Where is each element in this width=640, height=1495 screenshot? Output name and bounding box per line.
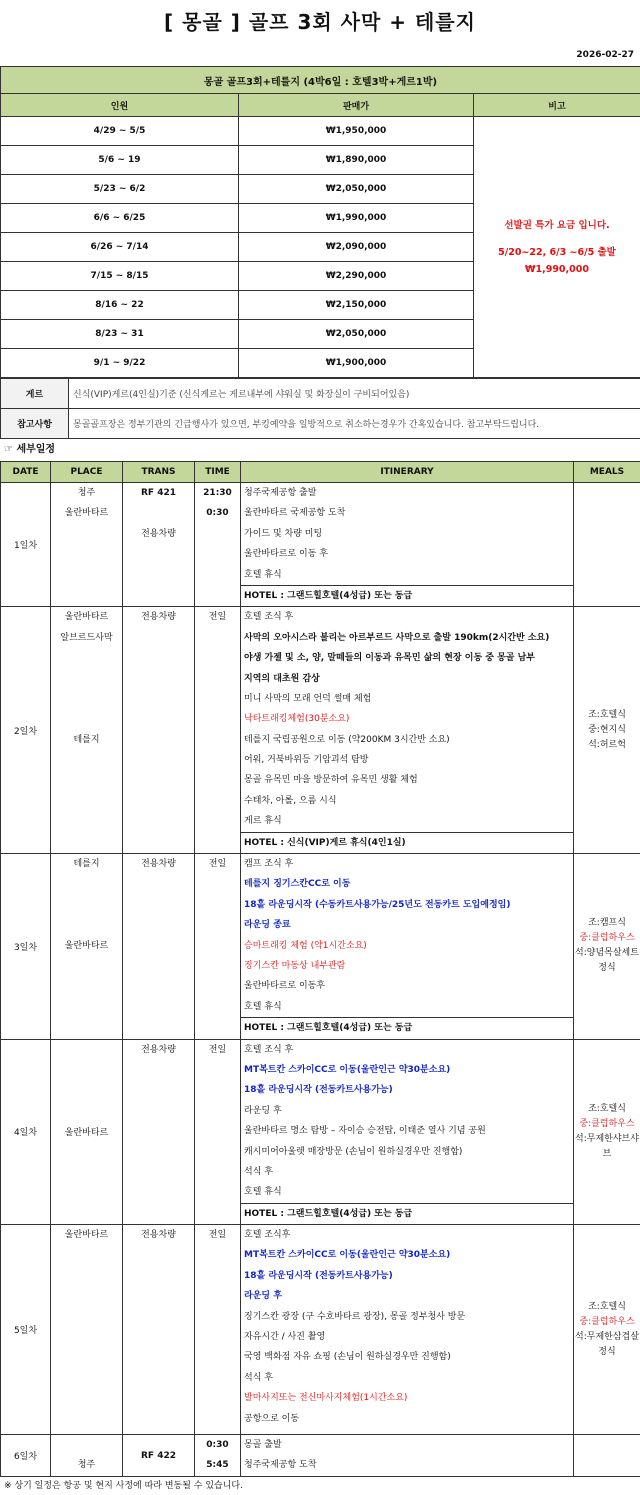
price-period: 5/6 ~ 19	[1, 146, 239, 175]
time-line: 전일	[195, 1040, 240, 1060]
time-line: 전일	[195, 607, 240, 627]
price-value: ₩1,890,000	[239, 146, 474, 175]
itinerary-line: MT복트칸 스카이CC로 이동(울란인근 약30분소요)	[241, 1245, 573, 1265]
price-value: ₩1,950,000	[239, 117, 474, 146]
day-meals	[574, 854, 640, 1040]
place-line: 청주	[51, 483, 122, 503]
itinerary-line: 몽골 출발	[241, 1435, 573, 1455]
itinerary-line: 호텔 휴식	[241, 1182, 573, 1202]
col-trans: TRANS	[123, 462, 195, 483]
trans-line: 전용차량	[123, 1225, 194, 1245]
trans-line: 전용차량	[123, 854, 194, 874]
remark-line: ₩1,990,000	[474, 261, 640, 278]
day-row	[1, 1039, 640, 1225]
price-period: 9/1 ~ 9/22	[1, 349, 239, 378]
itinerary-line: 18홀 라운딩시작 (수동카트사용가능/25년도 전동카트 도입예정임)	[241, 895, 573, 915]
itinerary-line: 테를지 국립공원으로 이동 (약200KM 3시간반 소요)	[241, 730, 573, 750]
time-line: 21:30	[195, 483, 240, 503]
time-line: 0:30	[195, 1435, 240, 1455]
price-header-people: 인원	[1, 94, 239, 117]
price-period: 8/16 ~ 22	[1, 291, 239, 320]
itinerary-line: 국영 백화점 자유 쇼핑 (손님이 원하실경우만 진행함)	[241, 1347, 573, 1367]
day-label: 6일차	[1, 1435, 51, 1477]
price-period: 8/23 ~ 31	[1, 320, 239, 349]
trans-line: 전용차량	[123, 524, 194, 544]
price-header-price: 판매가	[239, 94, 474, 117]
itinerary-line: 호텔 휴식	[241, 997, 573, 1017]
price-period: 4/29 ~ 5/5	[1, 117, 239, 146]
itinerary-line: 공항으로 이동	[241, 1409, 573, 1429]
day-trans	[123, 607, 195, 854]
itinerary-line: 울란바타르로 이동 후	[241, 544, 573, 564]
place-line: 울란바타르	[51, 503, 122, 523]
meal-line: 중:클럽하우스	[574, 1315, 640, 1330]
itinerary-line: MT복트칸 스카이CC로 이동(울란인근 약30분소요)	[241, 1060, 573, 1080]
meal-line: 조:호텔식	[574, 708, 640, 723]
itinerary-line: 라운딩 후	[241, 1101, 573, 1121]
day-trans	[123, 1225, 195, 1435]
meal-line: 석:무제한샤브샤브	[574, 1132, 640, 1162]
info-label: 참고사항	[1, 409, 69, 439]
day-label: 3일차	[1, 854, 51, 1040]
day-meals	[574, 1435, 640, 1477]
itinerary-table	[0, 461, 640, 1477]
day-place	[51, 854, 123, 1040]
document-date: 2026-02-27	[0, 44, 640, 66]
info-table	[0, 378, 640, 439]
price-period: 5/23 ~ 6/2	[1, 175, 239, 204]
itinerary-line: 발마사지또는 전신마사지체험(1시간소요)	[241, 1388, 573, 1408]
day-itinerary	[241, 607, 574, 854]
itinerary-line: 징기스칸 마동상 내부관람	[241, 956, 573, 976]
place-line: 테를지	[51, 854, 122, 874]
remark-line: 5/20~22, 6/3 ~6/5 출발	[474, 244, 640, 261]
day-meals	[574, 1039, 640, 1225]
day-time	[195, 1225, 241, 1435]
trans-line: 전용차량	[123, 607, 194, 627]
footer-note: ※ 상기 일정은 항공 및 현지 사정에 따라 변동될 수 있습니다.	[0, 1477, 640, 1495]
day-itinerary	[241, 1039, 574, 1225]
price-value: ₩1,900,000	[239, 349, 474, 378]
itinerary-line: 야생 가젤 및 소, 양, 말떼들의 이동과 유목민 삶의 현장 이동 중 몽골 남부	[241, 648, 573, 668]
col-date: DATE	[1, 462, 51, 483]
day-label: 2일차	[1, 607, 51, 854]
col-meals: MEALS	[574, 462, 640, 483]
price-period: 7/15 ~ 8/15	[1, 262, 239, 291]
price-value: ₩2,050,000	[239, 320, 474, 349]
col-time: TIME	[195, 462, 241, 483]
price-value: ₩2,050,000	[239, 175, 474, 204]
remark-line: 선발권 특가 요금 입니다.	[474, 217, 640, 234]
itinerary-line: 미니 사막의 모래 언덕 썰매 체험	[241, 689, 573, 709]
itinerary-line: 석식 후	[241, 1368, 573, 1388]
place-line: 테를지	[51, 730, 122, 750]
itinerary-line: 석식 후	[241, 1162, 573, 1182]
day-row	[1, 854, 640, 1040]
trans-line: 전용차량	[123, 1040, 194, 1060]
day-time	[195, 483, 241, 607]
place-line: 울란바타르	[51, 1225, 122, 1245]
day-meals	[574, 607, 640, 854]
itinerary-line: 청주국제공항 도착	[241, 1455, 573, 1475]
itinerary-line: 18홀 라운딩시작 (전동카트사용가능)	[241, 1080, 573, 1100]
day-place	[51, 1435, 123, 1477]
meal-line: 조:호텔식	[574, 1102, 640, 1117]
meal-line: 석:무제한삼겹살정식	[574, 1330, 640, 1360]
day-row	[1, 1225, 640, 1435]
day-itinerary	[241, 483, 574, 607]
day-place: 울란바타르	[51, 1039, 123, 1225]
price-table	[0, 66, 640, 378]
meal-line: 중:클럽하우스	[574, 1117, 640, 1132]
itinerary-line: 어워, 거북바위등 기암괴석 탐방	[241, 750, 573, 770]
price-header-remark: 비고	[474, 94, 640, 117]
meal-line: 조:호텔식	[574, 1300, 640, 1315]
package-name: 몽골 골프3회+테를지 (4박6일 : 호텔3박+게르1박)	[1, 67, 640, 94]
itinerary-line: 가이드 및 차량 미팅	[241, 524, 573, 544]
hotel-line: HOTEL : 그랜드힐호텔(4성급) 또는 동급	[241, 585, 573, 606]
itinerary-line: 호텔 조식후	[241, 1225, 573, 1245]
meal-line: 석:허르헉	[574, 738, 640, 753]
itinerary-line: 낙타트래킹체험(30분소요)	[241, 709, 573, 729]
itinerary-line: 승마트래킹 체험 (약1시간소요)	[241, 936, 573, 956]
place-line: 울란바타르	[51, 936, 122, 956]
info-text: 신식(VIP)게르(4인실)기준 (신식게르는 게르내부에 샤워실 및 화장실이 구비되어있음)	[69, 379, 640, 409]
day-label: 1일차	[1, 483, 51, 607]
itinerary-line: 캐시미어아울렛 매장방문 (손님이 원하실경우만 진행함)	[241, 1142, 573, 1162]
itinerary-line: 캠프 조식 후	[241, 854, 573, 874]
hotel-line: HOTEL : 신식(VIP)게르 휴식(4인1실)	[241, 832, 573, 853]
itinerary-line: 사막의 오아시스라 불리는 아르부르드 사막으로 출발 190km(2시간반 소요)	[241, 628, 573, 648]
day-label: 4일차	[1, 1039, 51, 1225]
page-title: [ 몽골 ] 골프 3회 사막 + 테를지	[0, 0, 640, 44]
col-itinerary: ITINERARY	[241, 462, 574, 483]
itinerary-line: 18홀 라운딩시작 (전동카트사용가능)	[241, 1266, 573, 1286]
remark-cell	[474, 117, 640, 378]
meal-line: 중:현지식	[574, 723, 640, 738]
day-time	[195, 1435, 241, 1477]
section-title: ☞ 세부일정	[0, 439, 640, 461]
hotel-line: HOTEL : 그랜드힐호텔(4성급) 또는 동급	[241, 1017, 573, 1038]
itinerary-line: 지역의 대초원 감상	[241, 669, 573, 689]
day-trans	[123, 854, 195, 1040]
day-time	[195, 607, 241, 854]
meal-line: 중:클럽하우스	[574, 931, 640, 946]
day-trans: RF 422	[123, 1435, 195, 1477]
info-label: 게르	[1, 379, 69, 409]
itinerary-line: 징기스칸 광장 (구 수흐바타르 광장), 몽골 정부청사 방문	[241, 1307, 573, 1327]
itinerary-line: 라운딩 후	[241, 1286, 573, 1306]
place-line: 청주	[51, 1455, 122, 1475]
day-trans	[123, 483, 195, 607]
day-itinerary	[241, 854, 574, 1040]
itinerary-line: 청주국제공항 출발	[241, 483, 573, 503]
hotel-line: HOTEL : 그랜드힐호텔(4성급) 또는 동급	[241, 1203, 573, 1224]
itinerary-line: 게르 휴식	[241, 811, 573, 831]
itinerary-line: 라운딩 종료	[241, 915, 573, 935]
itinerary-line: 울란바타르로 이동후	[241, 976, 573, 996]
trans-line: RF 421	[123, 483, 194, 503]
price-value: ₩1,990,000	[239, 204, 474, 233]
time-line: 전일	[195, 1225, 240, 1245]
day-meals	[574, 483, 640, 607]
price-value: ₩2,150,000	[239, 291, 474, 320]
place-line: 울란바타르	[51, 607, 122, 627]
itinerary-line: 호텔 조식 후	[241, 1040, 573, 1060]
info-text: 몽골골프장은 정부기관의 긴급행사가 있으면, 부킹예약을 일방적으로 취소하는경우가 간혹있습니다. 참고부탁드립니다.	[69, 409, 640, 439]
day-itinerary	[241, 1435, 574, 1477]
itinerary-line: 호텔 조식 후	[241, 607, 573, 627]
meal-line: 조:캠프식	[574, 916, 640, 931]
itinerary-line: 울란바타르 국제공항 도착	[241, 503, 573, 523]
day-place	[51, 607, 123, 854]
itinerary-line: 호텔 휴식	[241, 565, 573, 585]
itinerary-line: 몽골 유목민 마을 방문하여 유목민 생활 체험	[241, 770, 573, 790]
time-line: 전일	[195, 854, 240, 874]
day-row	[1, 483, 640, 607]
col-place: PLACE	[51, 462, 123, 483]
itinerary-line: 테를지 징기스칸CC로 이동	[241, 874, 573, 894]
day-row	[1, 1435, 640, 1477]
meal-line: 석:양념목살세트정식	[574, 946, 640, 976]
day-time	[195, 854, 241, 1040]
time-line: 0:30	[195, 503, 240, 523]
itinerary-line: 수태차, 아롤, 으름 시식	[241, 791, 573, 811]
day-row	[1, 607, 640, 854]
day-trans	[123, 1039, 195, 1225]
price-period: 6/26 ~ 7/14	[1, 233, 239, 262]
price-value: ₩2,290,000	[239, 262, 474, 291]
itinerary-line: 울란바타르 명소 탐방 – 자이승 승전탑, 이태준 열사 기념 공원	[241, 1121, 573, 1141]
price-value: ₩2,090,000	[239, 233, 474, 262]
time-line: 5:45	[195, 1455, 240, 1475]
place-line: 알브르드사막	[51, 628, 122, 648]
itinerary-line: 자유시간 / 사진 촬영	[241, 1327, 573, 1347]
day-place	[51, 483, 123, 607]
day-time	[195, 1039, 241, 1225]
day-meals	[574, 1225, 640, 1435]
day-itinerary	[241, 1225, 574, 1435]
price-period: 6/6 ~ 6/25	[1, 204, 239, 233]
day-label: 5일차	[1, 1225, 51, 1435]
price-row	[1, 117, 640, 146]
day-place	[51, 1225, 123, 1435]
